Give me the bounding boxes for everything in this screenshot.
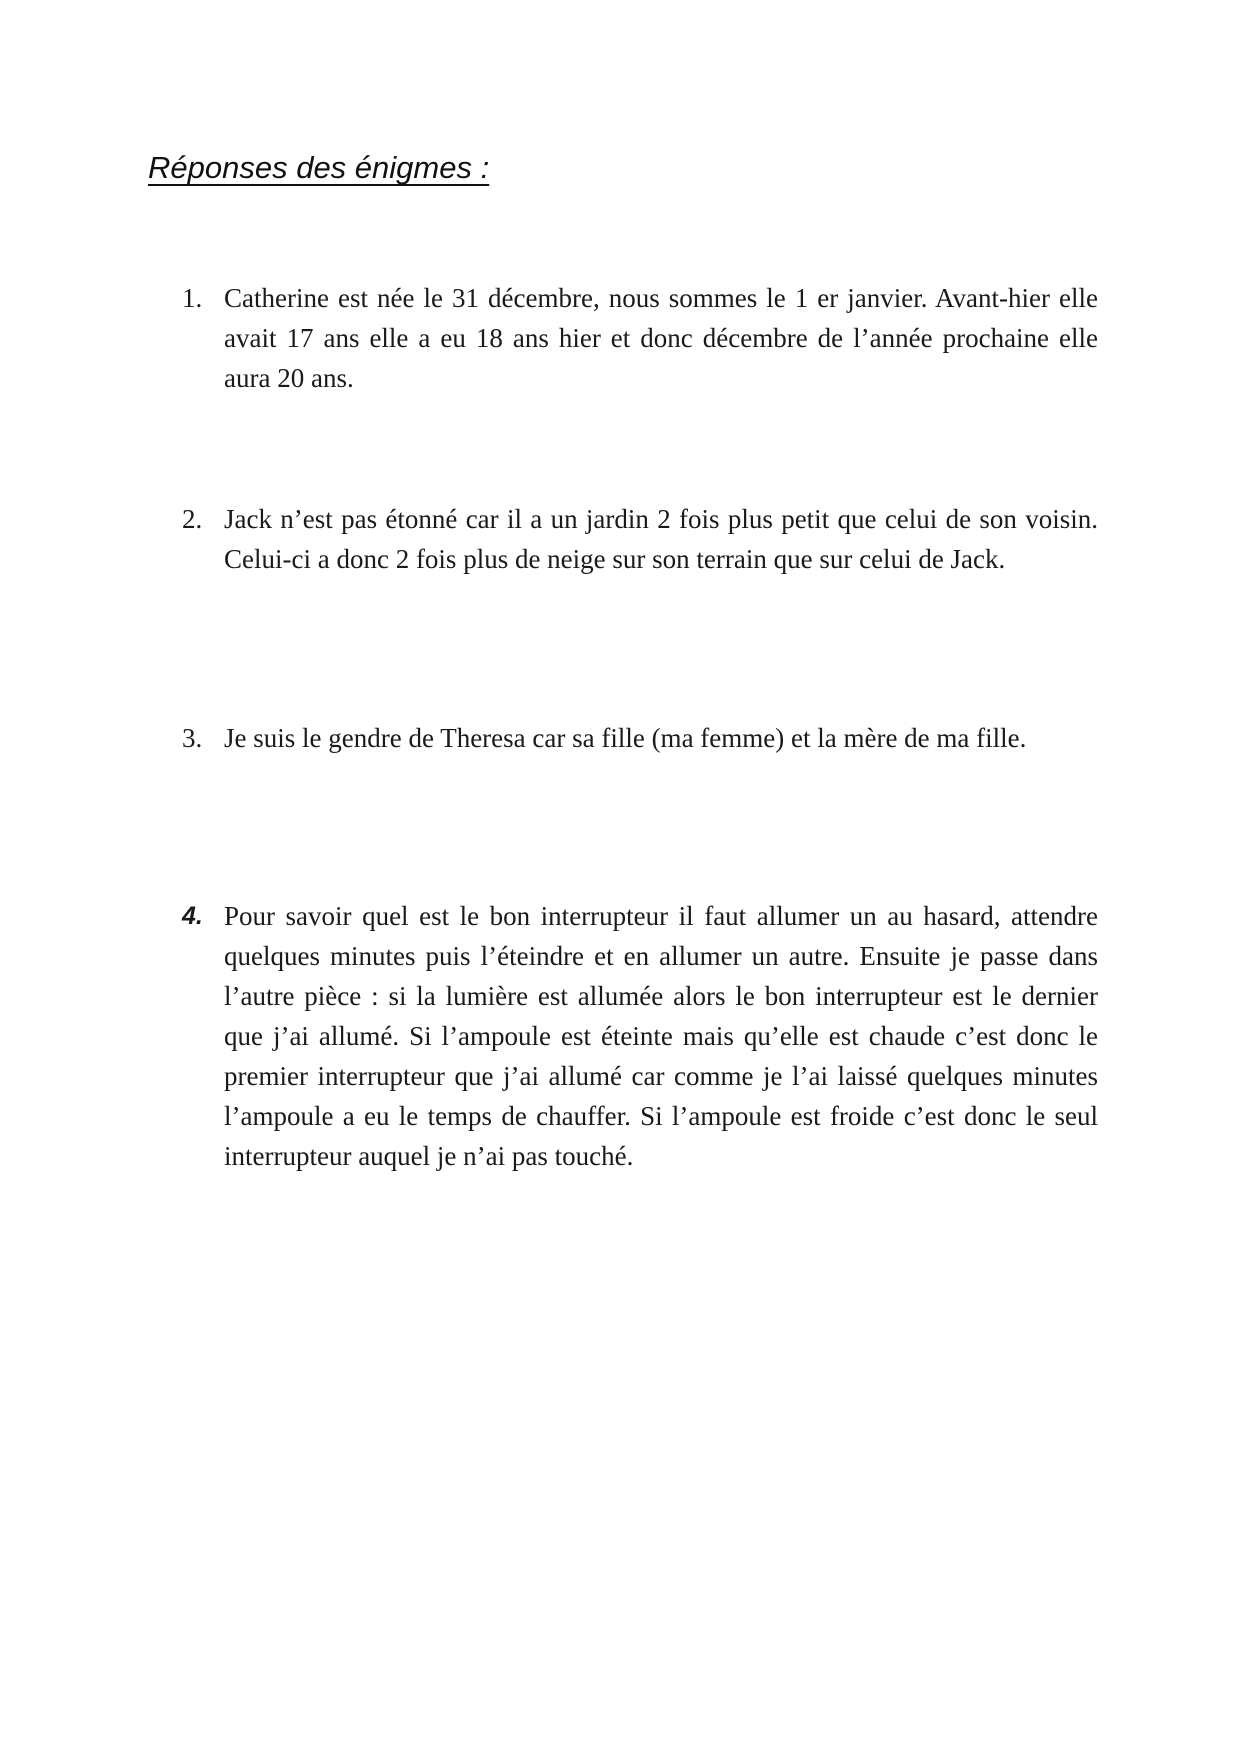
answer-number-1: 1.	[182, 283, 203, 313]
answer-item-3	[182, 718, 1098, 758]
answer-item-2	[182, 499, 1098, 579]
answer-text-3: Je suis le gendre de Theresa car sa fille (ma femme) et la mère de ma fille.	[224, 723, 1027, 753]
answer-number-3: 3.	[182, 723, 203, 753]
answer-number-2: 2.	[182, 504, 203, 534]
answer-text-4: Pour savoir quel est le bon interrupteur il faut allumer un au hasard, attendre quelques minutes puis l’éteindre et en allumer un autre. Ensuite je passe dans l’autre pièce : si la lumière est allumée alors le bon interrupteur est le dernier que j’ai allumé. Si l’ampoule est éteinte mais qu’elle est chaude c’est donc le premier interrupteur que j’ai allumé car comme je l’ai laissé quelques minutes l’ampoule a eu le temps de chauffer. Si l’ampoule est froide c’est donc le seul interrupteur auquel je n’ai pas touché.	[224, 901, 1098, 1171]
answer-item-1	[182, 278, 1098, 398]
answer-text-2: Jack n’est pas étonné car il a un jardin 2 fois plus petit que celui de son voisin. Celui-ci a donc 2 fois plus de neige sur son terrain que sur celui de Jack.	[224, 504, 1098, 574]
answer-text-1: Catherine est née le 31 décembre, nous sommes le 1 er janvier. Avant-hier elle avait 17 ans elle a eu 18 ans hier et donc décembre de l’année prochaine elle aura 20 ans.	[224, 283, 1098, 393]
answer-number-4: 4.	[182, 902, 203, 930]
answer-item-4	[182, 896, 1098, 1176]
page-title: Réponses des énigmes :	[148, 150, 490, 185]
